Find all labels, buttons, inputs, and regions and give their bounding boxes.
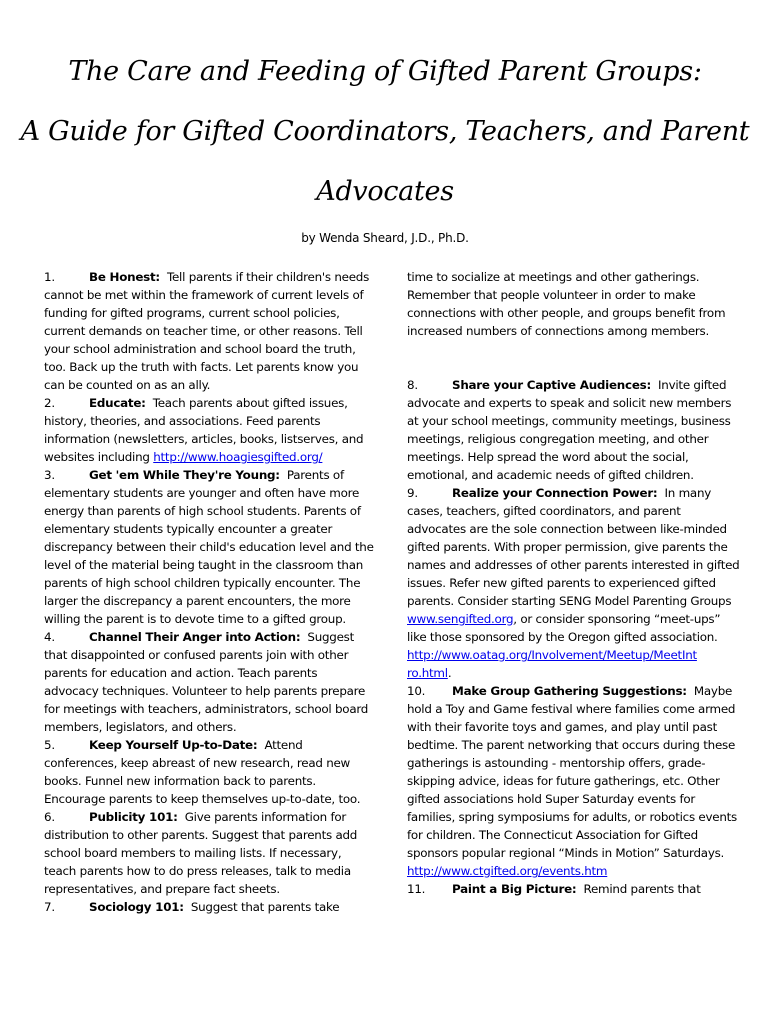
right-column <box>407 268 742 898</box>
item-heading: Paint a Big Picture: <box>452 882 577 896</box>
item-text: Parents of elementary students are younger and often have more energy than parents of high school students. Parents of elementary students typically encounter a greater discrepancy between their child's education level and the level of the material being taught in the classroom than parents of high school children typically encounter. The larger the discrepancy a parent encounters, the more willing the parent is to devote time to a gifted group. <box>44 468 374 626</box>
list-item-8 <box>407 376 742 484</box>
item-text: Invite gifted advocate and experts to speak and solicit new members at your school meetings, community meetings, business meetings, religious congregation meeting, and other meetings. Help spread the word about the social, emotional, and academic needs of gifted children. <box>407 378 732 482</box>
list-item-6 <box>44 808 374 898</box>
list-item-10 <box>407 682 742 880</box>
list-item-3 <box>44 466 374 628</box>
item-number: 10. <box>407 684 426 698</box>
list-item-7 <box>44 898 374 916</box>
item-text: Suggest that disappointed or confused parents join with other parents for education and action. Teach parents advocacy techniques. Volunteer to help parents prepare for meetings with teachers, administrators, school board members, legislators, and others. <box>44 630 369 734</box>
list-item-4 <box>44 628 374 736</box>
item-number: 9. <box>407 486 418 500</box>
item-heading: Sociology 101: <box>89 900 184 914</box>
item-heading: Channel Their Anger into Action: <box>89 630 301 644</box>
item-text: Remind parents that <box>583 882 701 896</box>
item-heading: Realize your Connection Power: <box>452 486 658 500</box>
item-heading: Educate: <box>89 396 146 410</box>
item-number: 6. <box>44 810 55 824</box>
oatag-link-part-1: http://www.oatag.org/Involvement/Meetup/MeetInt <box>407 648 697 662</box>
hoagies-link[interactable]: http://www.hoagiesgifted.org/ <box>153 450 323 464</box>
item-number: 4. <box>44 630 55 644</box>
item-heading: Keep Yourself Up-to-Date: <box>89 738 258 752</box>
item-text: Maybe hold a Toy and Game festival where families come armed with their favorite toys and games, and play until past bedtime. The parent networking that occurs during these gatherings is astounding - mentorship offers, grade-skipping advice, ideas for future gatherings, etc. Other gifted associations hold Super Saturday events for families, spring symposiums for adults, or robotics events for children. The Connecticut Association for Gifted sponsors popular regional “Minds in Motion” Saturdays. <box>407 684 737 860</box>
list-item-11 <box>407 880 742 898</box>
item-heading: Make Group Gathering Suggestions: <box>452 684 687 698</box>
item-text: Give parents information for distribution to other parents. Suggest that parents add school board members to mailing lists. If necessary, teach parents how to do press releases, talk to media representatives, and prepare fact sheets. <box>44 810 358 896</box>
item-heading: Publicity 101: <box>89 810 178 824</box>
seng-link[interactable]: www.sengifted.org <box>407 612 514 626</box>
item-text: Tell parents if their children's needs cannot be met within the framework of current levels of funding for gifted programs, current school policies, current demands on teacher time, or other reasons. Tell your school administration and school board the truth, too. Back up the truth with facts. Let parents know you can be counted on as an ally. <box>44 270 370 392</box>
item-number: 2. <box>44 396 55 410</box>
oatag-link-part-2: ro.html <box>407 666 448 680</box>
list-item-1 <box>44 268 374 394</box>
column-gap <box>407 340 742 376</box>
list-item-2 <box>44 394 374 466</box>
item-text-3: . <box>447 666 452 680</box>
document-title-line-2: A Guide for Gifted Coordinators, Teachers, and Parent <box>20 116 750 147</box>
item-number: 1. <box>44 270 55 284</box>
item-text-2: , or consider sponsoring “meet-ups” like those sponsored by the Oregon gifted association. <box>407 612 721 644</box>
item-text: Suggest that parents take <box>190 900 340 914</box>
document-title-line-3: Advocates <box>316 176 454 207</box>
item-number: 7. <box>44 900 55 914</box>
item-number: 11. <box>407 882 426 896</box>
item-text: Teach parents about gifted issues, history, theories, and associations. Feed parents information (newsletters, articles, books, listserves, and websites including <box>44 396 364 464</box>
item-number: 3. <box>44 468 55 482</box>
item-text: In many cases, teachers, gifted coordinators, and parent advocates are the sole connection between like-minded gifted parents. With proper permission, give parents the names and addresses of other parents interested in gifted issues. Refer new gifted parents to experienced gifted parents. Consider starting SENG Model Parenting Groups <box>407 486 740 608</box>
author-byline: by Wenda Sheard, J.D., Ph.D. <box>301 231 469 245</box>
document-title-line-1: The Care and Feeding of Gifted Parent Groups: <box>68 56 702 87</box>
item-heading: Get 'em While They're Young: <box>89 468 280 482</box>
item-heading: Be Honest: <box>89 270 160 284</box>
item-number: 5. <box>44 738 55 752</box>
list-item-7-continued: time to socialize at meetings and other gatherings. Remember that people volunteer in order to make connections with other people, and groups benefit from increased numbers of connections among members. <box>407 270 726 338</box>
left-column <box>44 268 374 916</box>
item-heading: Share your Captive Audiences: <box>452 378 651 392</box>
ctgifted-link[interactable]: http://www.ctgifted.org/events.htm <box>407 864 608 878</box>
item-number: 8. <box>407 378 418 392</box>
item-text: Attend conferences, keep abreast of new research, read new books. Funnel new information back to parents. Encourage parents to keep themselves up-to-date, too. <box>44 738 361 806</box>
list-item-5 <box>44 736 374 808</box>
list-item-9 <box>407 484 742 682</box>
